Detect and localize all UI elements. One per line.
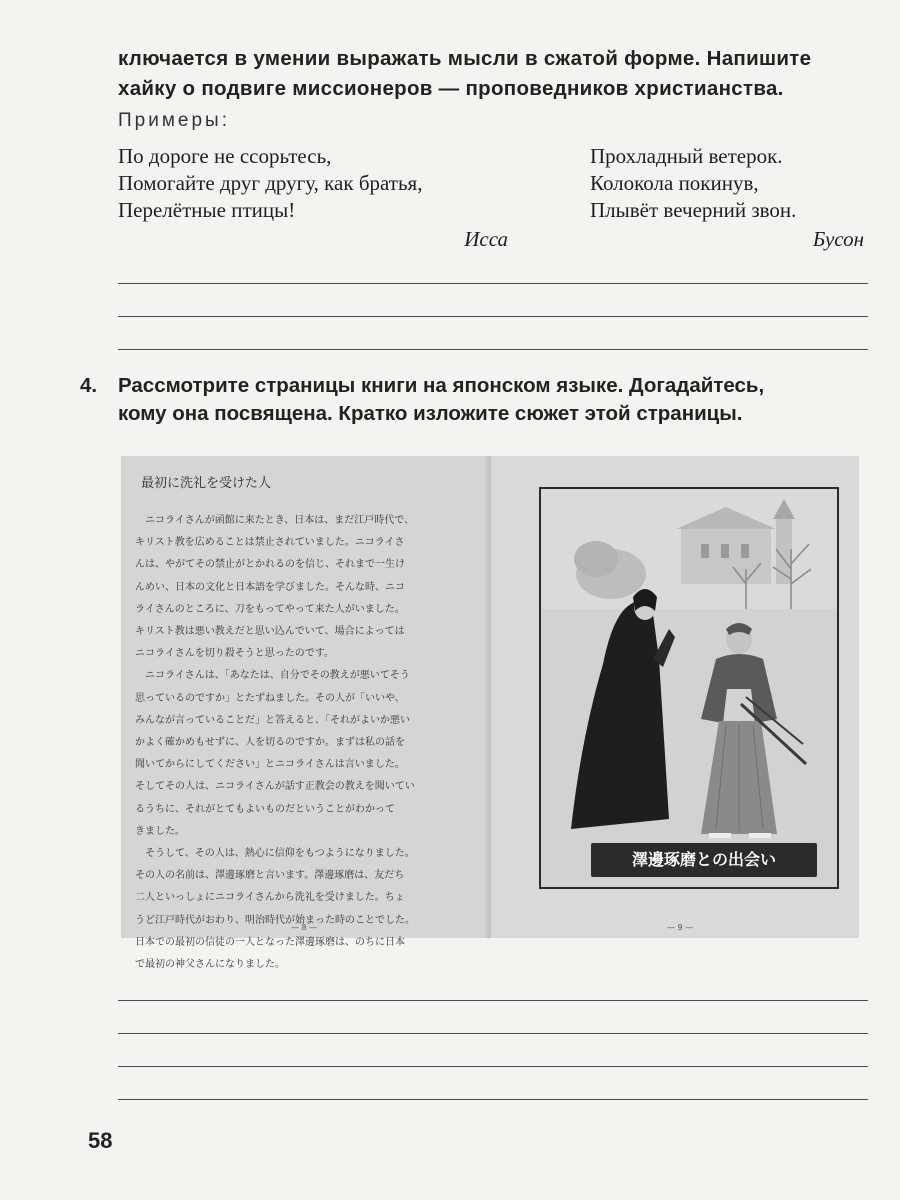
book-text	[135, 510, 471, 976]
book-line: その人の名前は、澤邊琢磨と言います。澤邊琢磨は、友だち	[135, 870, 405, 882]
poem-line: Помогайте друг другу, как братья,	[118, 171, 423, 195]
answer-line[interactable]	[118, 1000, 868, 1001]
book-line: るうちに、それがとてもよいものだということがわかって	[135, 803, 395, 815]
book-page-number: — 9 —	[667, 923, 694, 932]
book-line: そうして、その人は、熱心に信仰をもつようになりました。	[135, 848, 415, 860]
answer-line[interactable]	[118, 1099, 868, 1100]
book-line: キリスト教を広めることは禁止されていました。ニコライさ	[135, 537, 405, 549]
answer-line[interactable]	[118, 1033, 868, 1034]
poem-line: Прохладный ветерок.	[590, 144, 783, 168]
book-line: ライさんのところに、刀をもってやって来た人がいました。	[135, 603, 405, 615]
task-line: кому она посвящена. Кратко изложите сюжет этой страницы.	[118, 402, 743, 425]
poem-line: Плывёт вечерний звон.	[590, 198, 797, 222]
page-number: 58	[88, 1128, 113, 1153]
book-line: かよく確かめもせずに、人を切るのですか。まずは私の話を	[135, 737, 405, 749]
book-line: ニコライさんを切り殺そうと思ったのです。	[135, 648, 334, 660]
book-line: 日本での最初の信徒の一人となった澤邊琢磨は、のちに日本	[135, 936, 405, 948]
book-left-page	[121, 456, 491, 971]
japanese-book-spread	[121, 456, 859, 971]
intro-text	[118, 44, 878, 104]
book-line: で最初の神父さんになりました。	[135, 959, 285, 971]
poem-line: Перелётные птицы!	[118, 198, 296, 222]
book-line: 思っているのですか」とたずねました。その人が「いいや、	[135, 692, 405, 704]
examples-label: Примеры:	[118, 110, 230, 131]
task-text	[118, 372, 898, 428]
book-title: 最初に洗礼を受けた人	[141, 476, 272, 491]
haiku-buson	[590, 143, 870, 253]
answer-line[interactable]	[118, 283, 868, 284]
book-line: みんなが言っていることだ」と答えると、「それがよいか悪い	[135, 714, 410, 726]
illustration-drawing	[541, 489, 837, 887]
poem-author: Исса	[464, 227, 508, 251]
answer-line[interactable]	[118, 349, 868, 350]
illustration-caption: 澤邊琢磨との出会い	[591, 843, 817, 877]
book-line: うど江戸時代がおわり、明治時代が始まった時のことでした。	[135, 914, 415, 926]
book-line: きました。	[135, 825, 185, 837]
answer-line[interactable]	[118, 1066, 868, 1067]
book-line: そしてその人は、ニコライさんが話す正教会の教えを聞いてい	[135, 781, 415, 793]
intro-line: ключается в умении выражать мысли в сжатой форме. Напишите	[118, 47, 812, 70]
intro-line: хайку о подвиге миссионеров — проповедников христианства.	[118, 77, 784, 100]
poem-author: Бусон	[812, 227, 864, 251]
poem-line: Колокола покинув,	[590, 171, 759, 195]
book-line: んは、やがてその禁止がとかれるのを信じ、それまで一生け	[135, 559, 405, 571]
task-line: Рассмотрите страницы книги на японском языке. Догадайтесь,	[118, 374, 765, 397]
illustration-meeting	[539, 487, 839, 889]
book-line: 二人といっしょにニコライさんから洗礼を受けました。ちょ	[135, 892, 405, 904]
haiku-issa	[118, 143, 518, 253]
answer-line[interactable]	[118, 316, 868, 317]
book-page-number: — 8 —	[291, 923, 318, 932]
book-line: キリスト教は悪い教えだと思い込んでいて、場合によっては	[135, 626, 405, 638]
book-line: 聞いてからにしてください」とニコライさんは言いました。	[135, 759, 405, 771]
book-line: んめい、日本の文化と日本語を学びました。そんな時、ニコ	[135, 581, 405, 593]
book-line: ニコライさんは、「あなたは、自分でその教えが悪いてそう	[135, 670, 410, 682]
task-number: 4.	[80, 374, 98, 397]
book-line: ニコライさんが函館に来たとき、日本は、まだ江戸時代で、	[135, 515, 415, 526]
poem-line: По дороге не ссорьтесь,	[118, 144, 332, 168]
